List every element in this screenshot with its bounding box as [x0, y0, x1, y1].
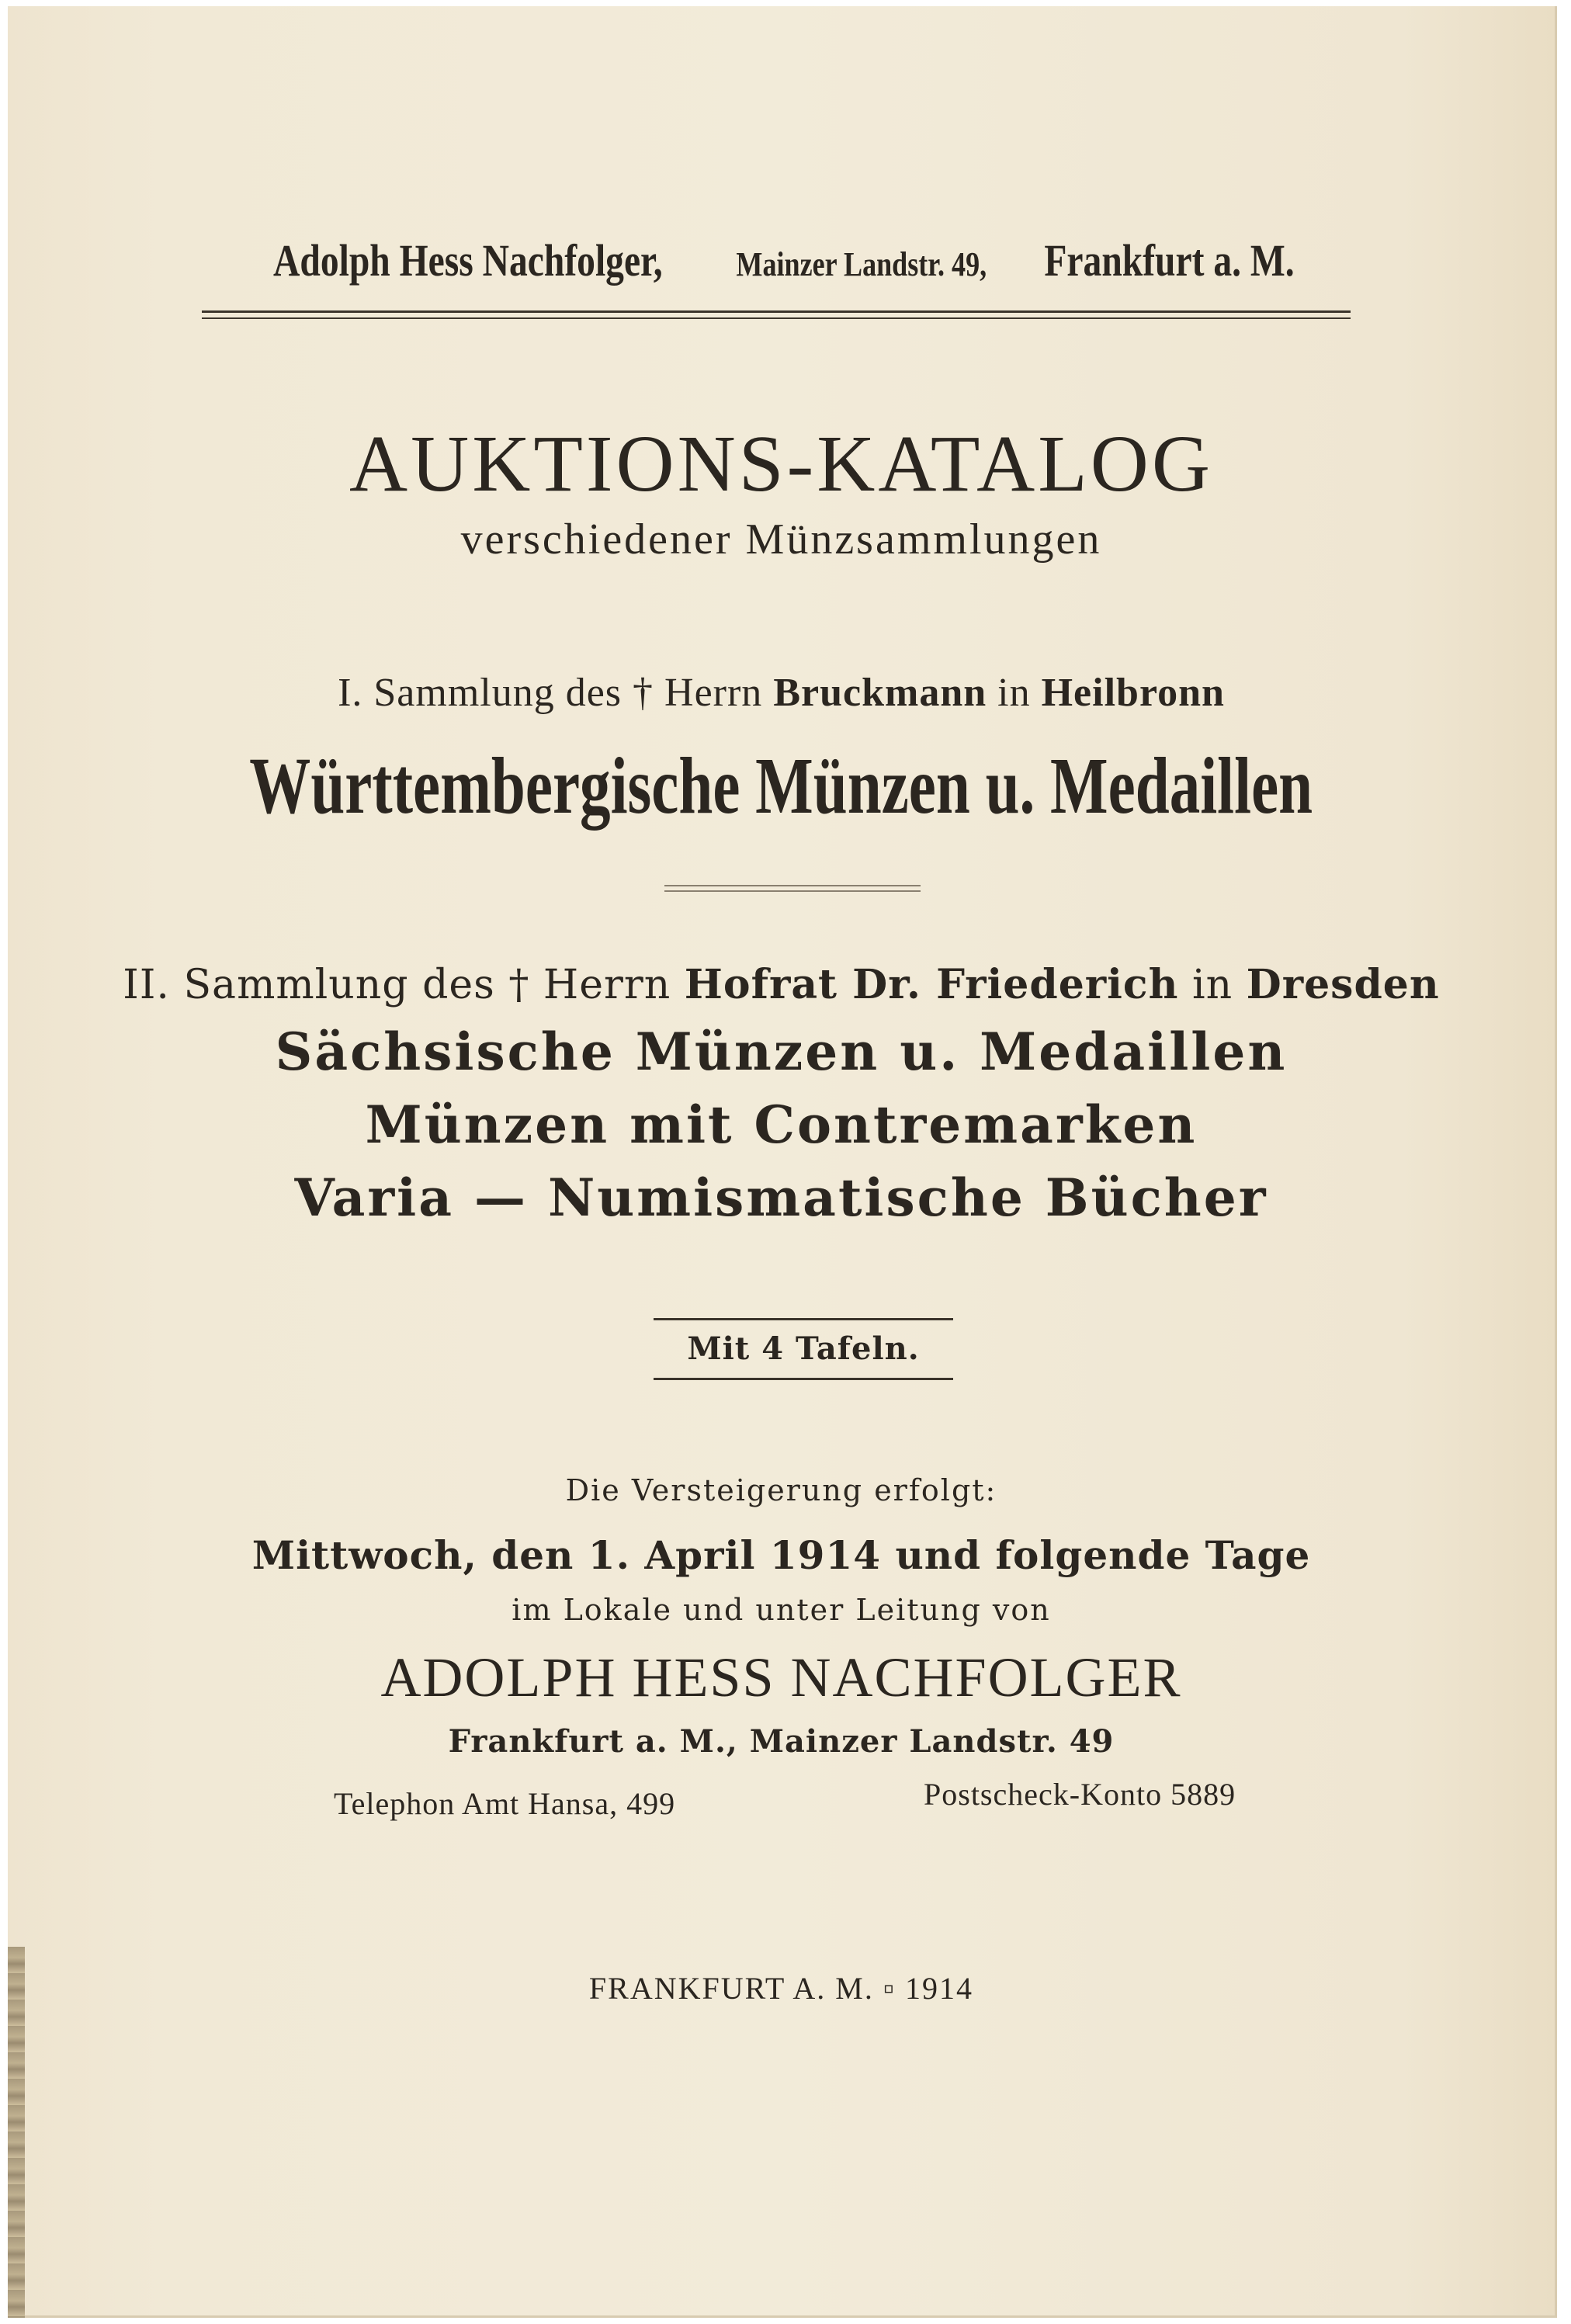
collection-1-place: Heilbronn [1041, 671, 1225, 715]
auction-intro: Die Versteigerung erfolgt: [565, 1473, 997, 1507]
catalog-subtitle: verschiedener Münzsammlungen [460, 515, 1102, 564]
header-publisher: Adolph Hess Nachfolger, [272, 235, 663, 286]
collection-1-name: Bruckmann [773, 671, 987, 715]
header-rule-top [202, 310, 1351, 313]
collection-1-heading [8, 740, 1555, 832]
header-publisher-line [202, 234, 1351, 286]
collection-2-heading-countermarks: Münzen mit Contremarken [365, 1094, 1198, 1155]
collection-2-name: Hofrat Dr. Friederich [684, 961, 1179, 1008]
postscheck-account: Postscheck-Konto 5889 [924, 1777, 1236, 1812]
auction-company-address: Frankfurt a. M., Mainzer Landstr. 49 [448, 1723, 1115, 1760]
collection-1-heading-text: Württembergische Münzen u. Medaillen [249, 741, 1313, 831]
collection-2-place-prefix: in [1191, 962, 1233, 1008]
catalog-title: AUKTIONS-KATALOG [349, 419, 1213, 508]
auction-company-name: ADOLPH HESS NACHFOLGER [380, 1646, 1182, 1708]
collection-2-heading-saxon-coins: Sächsische Münzen u. Medaillen [275, 1022, 1288, 1082]
collection-1-prefix: I. Sammlung des † Herrn [338, 671, 763, 715]
collection-1-line [8, 670, 1555, 716]
telephone-info: Telephon Amt Hansa, 499 [334, 1786, 676, 1821]
collection-2-line [8, 961, 1555, 1008]
header-street: Mainzer Landstr. 49, [735, 245, 987, 283]
auction-location-intro: im Lokale und unter Leitung von [512, 1593, 1051, 1627]
header-rule-bottom [202, 317, 1351, 319]
collection-1-place-prefix: in [997, 671, 1031, 715]
collection-2-heading-varia-books: Varia — Numismatische Bücher [294, 1167, 1268, 1228]
imprint-place-year: FRANKFURT A. M. ▫ 1914 [588, 1971, 974, 2006]
collection-2-place: Dresden [1246, 961, 1440, 1008]
collection-2-prefix: II. Sammlung des † Herrn [123, 962, 671, 1008]
header-city: Frankfurt a. M. [1044, 235, 1295, 286]
plates-note: Mit 4 Tafeln. [654, 1318, 953, 1380]
divider-rule-bottom [664, 890, 921, 892]
catalog-cover-page [8, 6, 1557, 2318]
divider-rule-top [664, 885, 921, 886]
auction-date: Mittwoch, den 1. April 1914 und folgende Tage [251, 1532, 1311, 1578]
